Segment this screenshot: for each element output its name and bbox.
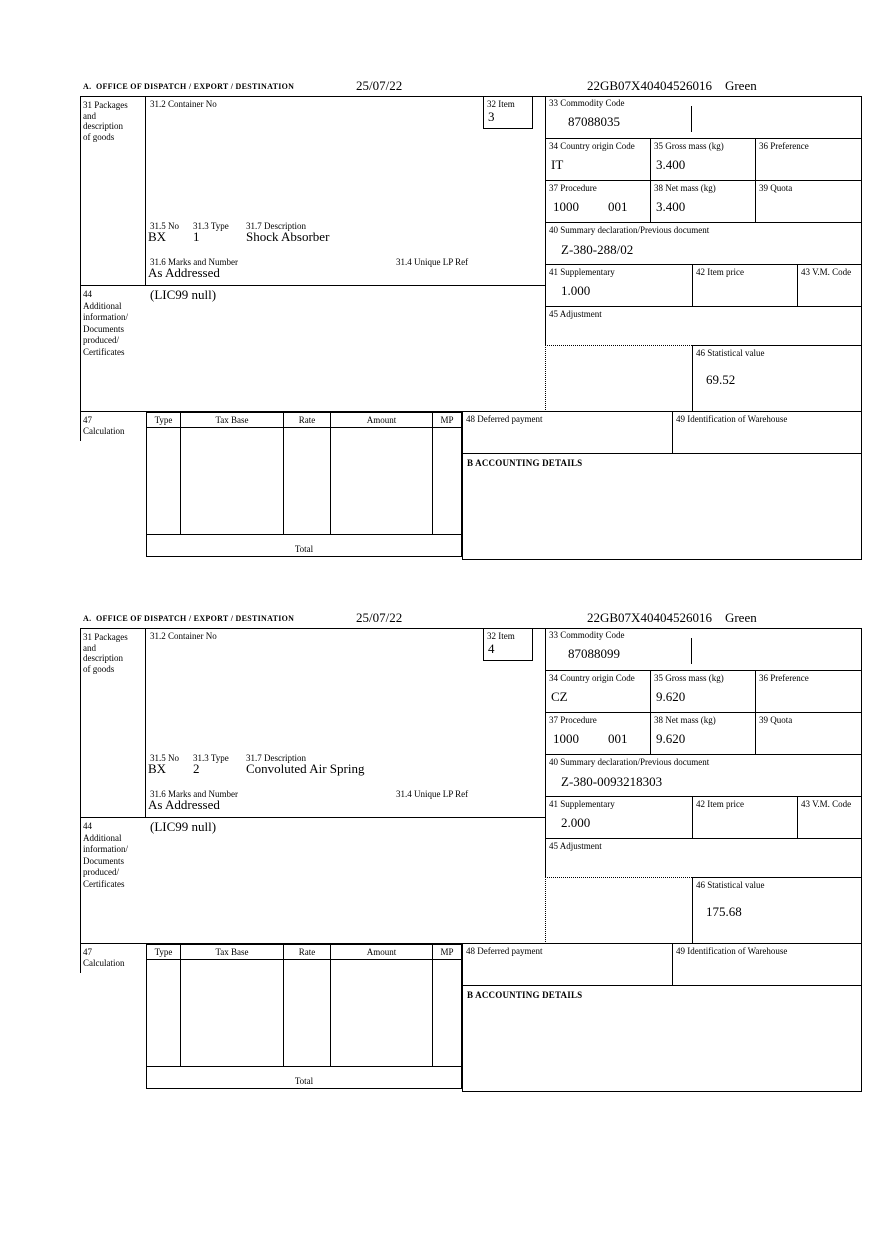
box31-caption-line: description bbox=[83, 121, 123, 131]
section-b-label: B ACCOUNTING DETAILS bbox=[467, 990, 583, 1000]
box44-caption-line: 44 bbox=[83, 289, 92, 299]
box38-label: 38 Net mass (kg) bbox=[654, 715, 716, 725]
marks-and-number-value: As Addressed bbox=[148, 265, 220, 280]
goods-description-value: Shock Absorber bbox=[246, 229, 330, 244]
box35-label: 35 Gross mass (kg) bbox=[654, 673, 724, 683]
box49-warehouse-id bbox=[672, 412, 862, 454]
box44-caption-line: Additional bbox=[83, 300, 122, 311]
dotted-vertical-line bbox=[545, 877, 546, 944]
procedure-extra-value: 001 bbox=[608, 199, 628, 214]
additional-information-value: (LIC99 null) bbox=[150, 287, 217, 302]
previous-document-value: Z-380-288/02 bbox=[561, 242, 634, 257]
net-mass-value: 9.620 bbox=[656, 731, 686, 746]
box32-item bbox=[483, 96, 533, 129]
box31-caption-line: of goods bbox=[83, 131, 115, 142]
box47-caption-line: Calculation bbox=[83, 958, 125, 968]
dotted-vertical-line bbox=[545, 345, 546, 412]
box31-6-marks-label: 31.6 Marks and Number bbox=[150, 789, 238, 799]
supplementary-units-value: 2.000 bbox=[561, 815, 591, 830]
declaration-item-block bbox=[0, 78, 882, 578]
box44-caption-line: produced/ bbox=[83, 867, 119, 877]
box31-caption bbox=[80, 628, 146, 817]
calc-col-tax-base: Tax Base bbox=[181, 413, 284, 427]
box42-item-price bbox=[692, 265, 797, 307]
procedure-value: 1000 bbox=[553, 199, 579, 214]
box32-label: 32 Item bbox=[487, 631, 515, 641]
box44-caption-line: information/ bbox=[83, 312, 128, 322]
declaration-reference bbox=[587, 610, 757, 626]
box31-caption-line: description bbox=[83, 653, 123, 663]
calc-body-cell bbox=[284, 428, 331, 534]
box31-3-type-label: 31.3 Type bbox=[193, 221, 229, 231]
box43-label: 43 V.M. Code bbox=[801, 267, 852, 277]
supplementary-units-value: 1.000 bbox=[561, 283, 591, 298]
box45-adjustment bbox=[545, 307, 862, 345]
calc-col-type: Type bbox=[147, 413, 181, 427]
box42-label: 42 Item price bbox=[696, 799, 744, 809]
procedure-extra-value: 001 bbox=[608, 731, 628, 746]
box44-caption-line: information/ bbox=[83, 844, 128, 854]
goods-description-value: Convoluted Air Spring bbox=[246, 761, 365, 776]
calc-body-cell bbox=[433, 428, 461, 534]
section-b-accounting-details bbox=[462, 986, 862, 1092]
box37-procedure bbox=[545, 713, 650, 755]
box33-label: 33 Commodity Code bbox=[549, 98, 625, 108]
item-number: 3 bbox=[488, 109, 495, 124]
box47-caption-line: 47 bbox=[83, 947, 92, 957]
box31-caption bbox=[80, 96, 146, 285]
marks-separator-line bbox=[80, 817, 545, 818]
calc-body-cell bbox=[331, 428, 433, 534]
box44-caption-line: Certificates bbox=[83, 878, 125, 889]
calc-col-amount: Amount bbox=[331, 945, 433, 959]
calc-col-type: Type bbox=[147, 945, 181, 959]
declaration-item-block bbox=[0, 610, 882, 1110]
box44-caption-line: Additional bbox=[83, 832, 122, 843]
box44-caption bbox=[83, 821, 128, 890]
country-origin-value: IT bbox=[551, 157, 564, 172]
box31-4-lp-ref-label: 31.4 Unique LP Ref bbox=[396, 257, 469, 267]
box34-country-origin bbox=[545, 671, 650, 713]
box37-procedure bbox=[545, 181, 650, 223]
box38-label: 38 Net mass (kg) bbox=[654, 183, 716, 193]
box31-2-container-label: 31.2 Container No bbox=[150, 631, 217, 641]
calc-body-cell bbox=[147, 428, 181, 534]
box33-commodity-code bbox=[545, 96, 862, 139]
box38-net-mass bbox=[650, 713, 755, 755]
declaration-reference bbox=[587, 78, 757, 94]
box47-left-border bbox=[80, 944, 81, 973]
calc-col-mp: MP bbox=[440, 947, 454, 957]
box39-label: 39 Quota bbox=[759, 715, 793, 725]
box43-vm-code bbox=[797, 797, 862, 839]
box44-caption-line: 44 bbox=[83, 821, 92, 831]
box42-item-price bbox=[692, 797, 797, 839]
box43-vm-code bbox=[797, 265, 862, 307]
box31-3-type-label: 31.3 Type bbox=[193, 753, 229, 763]
commodity-code-value: 87088035 bbox=[568, 114, 620, 129]
calc-body-cell bbox=[284, 960, 331, 1066]
box44-caption-line: Documents bbox=[83, 323, 124, 334]
box42-label: 42 Item price bbox=[696, 267, 744, 277]
box45-adjustment bbox=[545, 839, 862, 877]
routing-status: Green bbox=[724, 78, 757, 93]
box41-supplementary bbox=[545, 797, 692, 839]
box44-caption-line: Certificates bbox=[83, 346, 125, 357]
country-origin-value: CZ bbox=[551, 689, 568, 704]
net-mass-value: 3.400 bbox=[656, 199, 686, 214]
statistical-value: 175.68 bbox=[706, 904, 742, 919]
box35-label: 35 Gross mass (kg) bbox=[654, 141, 724, 151]
box31-caption-line: and bbox=[83, 110, 96, 121]
box45-label: 45 Adjustment bbox=[549, 309, 602, 319]
box31-caption-line: of goods bbox=[83, 663, 115, 674]
box31-caption-line: and bbox=[83, 642, 96, 653]
box47-caption bbox=[83, 947, 125, 969]
calculation-total-row: Total bbox=[146, 1067, 462, 1089]
box31-5-no-label: 31.5 No bbox=[150, 753, 179, 763]
box45-label: 45 Adjustment bbox=[549, 841, 602, 851]
section-b-accounting-details bbox=[462, 454, 862, 560]
commodity-code-divider bbox=[691, 106, 692, 132]
box49-warehouse-id bbox=[672, 944, 862, 986]
box44-caption-line: Documents bbox=[83, 855, 124, 866]
box40-previous-document bbox=[545, 223, 862, 265]
office-of-dispatch-heading: A. OFFICE OF DISPATCH / EXPORT / DESTINATION bbox=[83, 82, 295, 91]
calculation-header-row bbox=[146, 944, 462, 960]
box34-label: 34 Country origin Code bbox=[549, 673, 635, 683]
calc-col-mp: MP bbox=[440, 415, 454, 425]
box31-caption-line: 31 Packages bbox=[83, 100, 128, 110]
office-of-dispatch-heading: A. OFFICE OF DISPATCH / EXPORT / DESTINATION bbox=[83, 614, 295, 623]
marks-and-number-value: As Addressed bbox=[148, 797, 220, 812]
box47-caption-line: 47 bbox=[83, 415, 92, 425]
box39-label: 39 Quota bbox=[759, 183, 793, 193]
box47-left-border bbox=[80, 412, 81, 441]
box47-caption-line: Calculation bbox=[83, 426, 125, 436]
box48-label: 48 Deferred payment bbox=[466, 414, 543, 424]
section-b-label: B ACCOUNTING DETAILS bbox=[467, 458, 583, 468]
box35-gross-mass bbox=[650, 139, 755, 181]
declaration-date: 25/07/22 bbox=[356, 78, 403, 93]
box36-preference bbox=[755, 671, 862, 713]
box31-7-description-label: 31.7 Description bbox=[246, 221, 306, 231]
calculation-body-grid bbox=[146, 428, 462, 535]
box38-net-mass bbox=[650, 181, 755, 223]
calc-col-rate: Rate bbox=[284, 945, 331, 959]
box33-commodity-code bbox=[545, 628, 862, 671]
box43-label: 43 V.M. Code bbox=[801, 799, 852, 809]
packages-no-value: BX bbox=[148, 229, 167, 244]
box46-statistical-value bbox=[692, 877, 862, 944]
calculation-total-row: Total bbox=[146, 535, 462, 557]
box44-caption bbox=[83, 289, 128, 358]
box49-label: 49 Identification of Warehouse bbox=[676, 414, 788, 424]
calc-col-amount: Amount bbox=[331, 413, 433, 427]
box35-gross-mass bbox=[650, 671, 755, 713]
packages-type-value: 2 bbox=[193, 761, 200, 776]
calc-col-rate: Rate bbox=[284, 413, 331, 427]
box31-7-description-label: 31.7 Description bbox=[246, 753, 306, 763]
box39-quota bbox=[755, 181, 862, 223]
box31-6-marks-label: 31.6 Marks and Number bbox=[150, 257, 238, 267]
packages-type-value: 1 bbox=[193, 229, 200, 244]
box48-label: 48 Deferred payment bbox=[466, 946, 543, 956]
box41-supplementary bbox=[545, 265, 692, 307]
gross-mass-value: 9.620 bbox=[656, 689, 686, 704]
mrn-number: 22GB07X40404526016 bbox=[587, 610, 712, 625]
box48-deferred-payment bbox=[462, 944, 672, 986]
box36-preference bbox=[755, 139, 862, 181]
box49-label: 49 Identification of Warehouse bbox=[676, 946, 788, 956]
box34-label: 34 Country origin Code bbox=[549, 141, 635, 151]
box40-label: 40 Summary declaration/Previous document bbox=[549, 225, 710, 235]
calc-col-tax-base: Tax Base bbox=[181, 945, 284, 959]
box46-statistical-value bbox=[692, 345, 862, 412]
commodity-code-value: 87088099 bbox=[568, 646, 620, 661]
calc-body-cell bbox=[181, 428, 284, 534]
box47-caption bbox=[83, 415, 125, 437]
box32-item bbox=[483, 628, 533, 661]
box34-country-origin bbox=[545, 139, 650, 181]
box31-5-no-label: 31.5 No bbox=[150, 221, 179, 231]
box31-4-lp-ref-label: 31.4 Unique LP Ref bbox=[396, 789, 469, 799]
box33-label: 33 Commodity Code bbox=[549, 630, 625, 640]
box46-label: 46 Statistical value bbox=[696, 880, 765, 890]
routing-status: Green bbox=[724, 610, 757, 625]
box31-caption-line: 31 Packages bbox=[83, 632, 128, 642]
box32-label: 32 Item bbox=[487, 99, 515, 109]
calc-body-cell bbox=[433, 960, 461, 1066]
box36-label: 36 Preference bbox=[759, 141, 809, 151]
box44-caption-line: produced/ bbox=[83, 335, 119, 345]
packages-no-value: BX bbox=[148, 761, 167, 776]
box46-label: 46 Statistical value bbox=[696, 348, 765, 358]
calculation-body-grid bbox=[146, 960, 462, 1067]
box40-previous-document bbox=[545, 755, 862, 797]
box31-2-container-label: 31.2 Container No bbox=[150, 99, 217, 109]
calc-body-cell bbox=[181, 960, 284, 1066]
calculation-header-row bbox=[146, 412, 462, 428]
box40-label: 40 Summary declaration/Previous document bbox=[549, 757, 710, 767]
marks-separator-line bbox=[80, 285, 545, 286]
previous-document-value: Z-380-0093218303 bbox=[561, 774, 663, 789]
box37-label: 37 Procedure bbox=[549, 183, 597, 193]
additional-information-value: (LIC99 null) bbox=[150, 819, 217, 834]
declaration-date: 25/07/22 bbox=[356, 610, 403, 625]
dotted-horizontal-line bbox=[545, 345, 692, 346]
gross-mass-value: 3.400 bbox=[656, 157, 686, 172]
box39-quota bbox=[755, 713, 862, 755]
box37-label: 37 Procedure bbox=[549, 715, 597, 725]
statistical-value: 69.52 bbox=[706, 372, 736, 387]
procedure-value: 1000 bbox=[553, 731, 579, 746]
box41-label: 41 Supplementary bbox=[549, 799, 615, 809]
mrn-number: 22GB07X40404526016 bbox=[587, 78, 712, 93]
box36-label: 36 Preference bbox=[759, 673, 809, 683]
calc-body-cell bbox=[147, 960, 181, 1066]
dotted-horizontal-line bbox=[545, 877, 692, 878]
commodity-code-divider bbox=[691, 638, 692, 664]
box48-deferred-payment bbox=[462, 412, 672, 454]
box41-label: 41 Supplementary bbox=[549, 267, 615, 277]
item-number: 4 bbox=[488, 641, 495, 656]
calc-body-cell bbox=[331, 960, 433, 1066]
